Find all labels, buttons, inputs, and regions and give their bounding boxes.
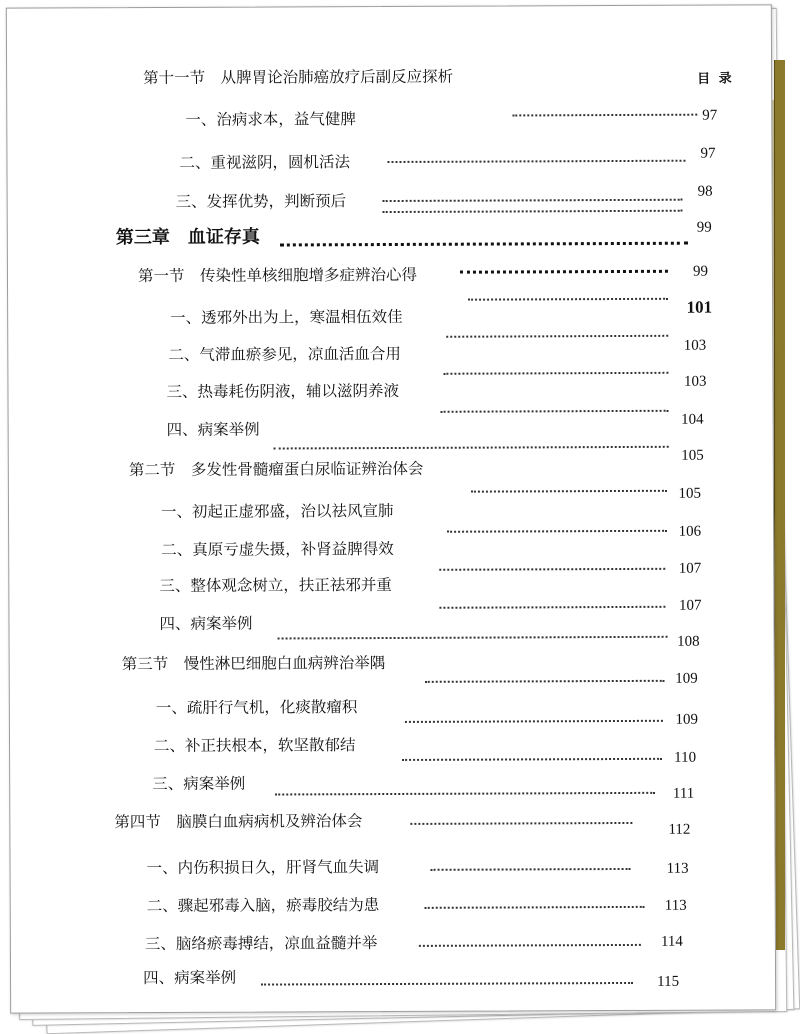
toc-leader bbox=[441, 410, 669, 413]
toc-section-title: 第一节 传染性单核细胞增多症辨治心得 bbox=[137, 265, 418, 286]
toc-leader bbox=[447, 530, 667, 533]
toc-page-number: 109 bbox=[675, 711, 698, 728]
toc-page-number: 112 bbox=[668, 821, 691, 838]
page-edge-tab bbox=[774, 60, 785, 950]
toc-page-number: 113 bbox=[664, 897, 687, 914]
toc-leader bbox=[383, 210, 683, 213]
toc-leader bbox=[431, 868, 631, 871]
toc-subsection-title: 二、真原亏虚失摄，补肾益脾得效 bbox=[161, 539, 394, 560]
toc-subsection-title: 三、热毒耗伤阴液，辅以滋阴养液 bbox=[166, 381, 400, 401]
toc-subsection-title: 三、脑络瘀毒搏结，凉血益髓并举 bbox=[144, 934, 378, 954]
toc-leader bbox=[425, 906, 645, 909]
toc-page-number: 109 bbox=[675, 670, 698, 687]
toc-section-title: 第四节 脑膜白血病病机及辨治体会 bbox=[114, 812, 363, 832]
toc-page-number: 113 bbox=[666, 860, 689, 877]
toc-subsection-title: 一、内伤积损日久，肝肾气血失调 bbox=[146, 858, 380, 878]
toc-leader bbox=[425, 680, 665, 683]
toc-leader bbox=[383, 199, 683, 202]
running-head: 目 录 bbox=[697, 71, 734, 87]
toc-page-number: 97 bbox=[702, 107, 718, 124]
toc-page-number: 114 bbox=[660, 933, 683, 950]
toc-page-number: 104 bbox=[681, 411, 704, 428]
toc-section-title: 第三节 慢性淋巴细胞白血病辨治举隅 bbox=[121, 654, 386, 674]
toc-subsection-title: 四、病案举例 bbox=[166, 420, 260, 439]
toc-subsection-title: 三、整体观念树立，扶正祛邪并重 bbox=[159, 575, 392, 596]
toc-page-number: 103 bbox=[683, 337, 707, 354]
toc-page-number: 110 bbox=[674, 749, 697, 766]
toc-leader bbox=[261, 982, 633, 986]
toc-leader bbox=[471, 490, 667, 493]
toc-page-number: 107 bbox=[678, 560, 702, 577]
toc-page-number: 105 bbox=[681, 447, 704, 464]
toc-subsection-title: 一、治病求本，益气健脾 bbox=[185, 110, 356, 129]
toc-subsection-title: 一、疏肝行气机，化痰散瘤积 bbox=[155, 698, 358, 718]
toc-page-number: 105 bbox=[678, 485, 701, 502]
toc-section-title: 第十一节 从脾胃论治肺癌放疗后副反应探析 bbox=[143, 67, 454, 88]
toc-leader bbox=[410, 822, 632, 825]
toc-page-number: 103 bbox=[683, 373, 707, 390]
toc-leader bbox=[439, 568, 665, 571]
toc-leader bbox=[439, 606, 665, 609]
toc-leader bbox=[280, 242, 688, 247]
toc-page-number: 107 bbox=[678, 597, 702, 614]
toc-leader bbox=[446, 335, 668, 338]
toc-subsection-title: 三、病案举例 bbox=[152, 774, 246, 794]
toc-chapter-title: 第三章 血证存真 bbox=[115, 226, 260, 249]
toc-page-number: 115 bbox=[657, 973, 680, 990]
toc-leader bbox=[419, 944, 641, 947]
toc-subsection-title: 四、病案举例 bbox=[159, 614, 253, 634]
toc-page-number: 99 bbox=[692, 263, 709, 280]
toc-page bbox=[6, 4, 776, 1013]
toc-subsection-title: 二、重视滋阴，圆机活法 bbox=[179, 153, 351, 172]
toc-page-number: 111 bbox=[672, 785, 695, 802]
toc-leader bbox=[275, 792, 655, 796]
toc-subsection-title: 三、发挥优势，判断预后 bbox=[175, 192, 347, 211]
toc-subsection-title: 二、骤起邪毒入脑，瘀毒胶结为患 bbox=[146, 896, 380, 916]
toc-leader bbox=[443, 372, 668, 375]
toc-page-number: 108 bbox=[677, 633, 700, 650]
toc-leader bbox=[460, 270, 668, 274]
toc-page-number: 97 bbox=[700, 145, 716, 162]
toc-leader bbox=[405, 720, 663, 723]
toc-subsection-title: 二、补正扶根本，软坚散郁结 bbox=[153, 736, 356, 756]
toc-subsection-title: 四、病案举例 bbox=[143, 968, 237, 988]
toc-page-number: 101 bbox=[686, 297, 713, 317]
toc-subsection-title: 一、初起正虚邪盛，治以祛风宣肺 bbox=[160, 501, 394, 522]
toc-leader bbox=[274, 446, 669, 450]
toc-leader bbox=[278, 636, 668, 640]
toc-leader bbox=[387, 160, 685, 163]
toc-leader bbox=[402, 758, 662, 761]
toc-subsection-title: 一、透邪外出为上，寒温相伍效佳 bbox=[170, 307, 403, 327]
toc-page-number: 99 bbox=[696, 219, 712, 236]
toc-page-number: 106 bbox=[678, 523, 702, 540]
toc-leader bbox=[468, 298, 668, 301]
toc-subsection-title: 二、气滞血瘀参见，凉血活血合用 bbox=[168, 344, 401, 364]
toc-section-title: 第二节 多发性骨髓瘤蛋白尿临证辨治体会 bbox=[128, 459, 424, 480]
toc-page-number: 98 bbox=[697, 183, 713, 200]
